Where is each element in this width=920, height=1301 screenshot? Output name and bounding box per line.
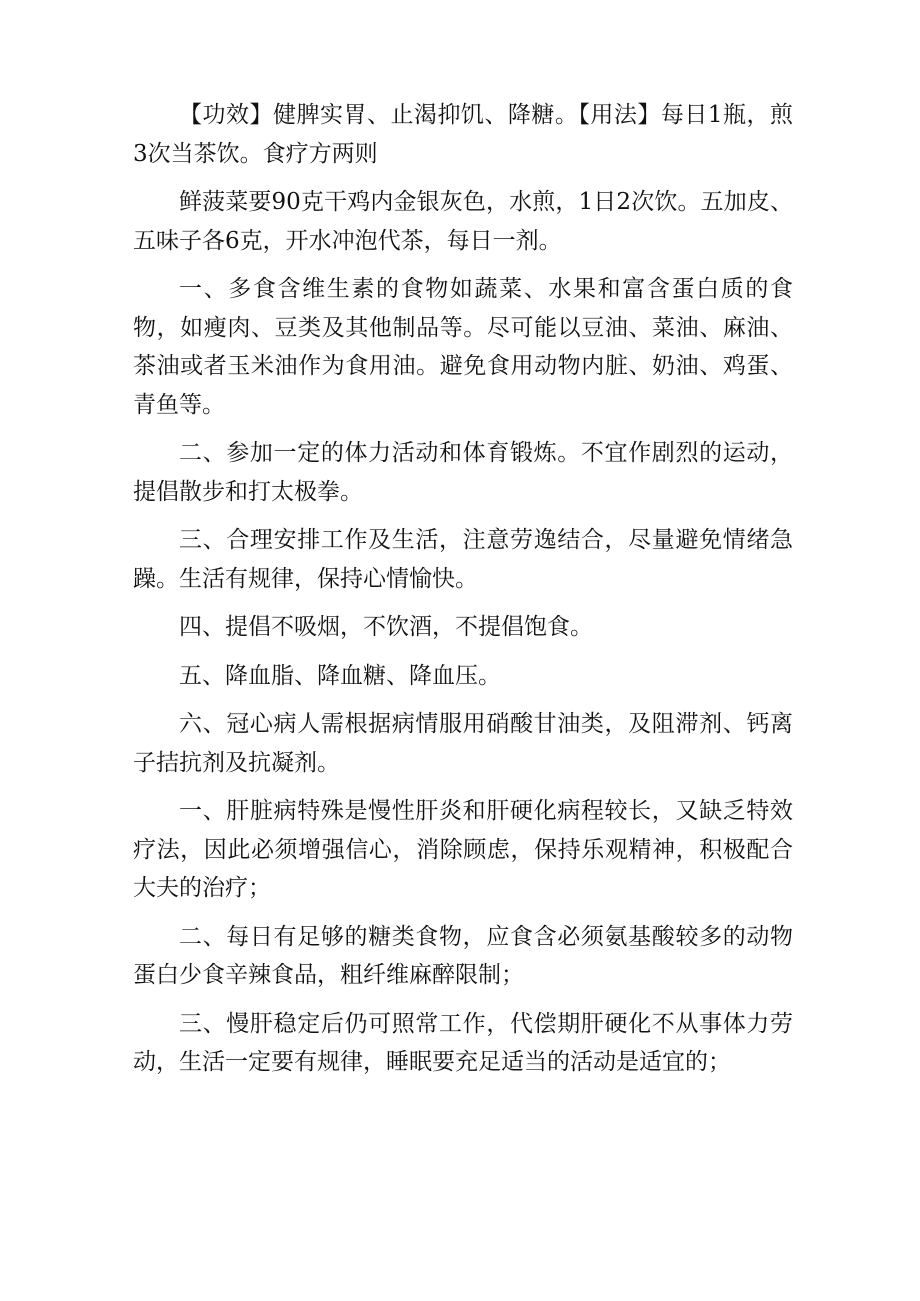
- paragraph-liver-advice-2: 二、每日有足够的糖类食物，应食含必须氨基酸较多的动物蛋白少食辛辣食品，粗纤维麻醉限制；: [133, 923, 793, 988]
- paragraph-liver-advice-1: 一、肝脏病特殊是慢性肝炎和肝硬化病程较长，又缺乏特效疗法，因此必须增强信心，消除顾虑，保持乐观精神，积极配合大夫的治疗；: [133, 798, 793, 901]
- paragraph-spinach-recipe: 鲜菠菜要90克干鸡内金银灰色，水煎，1日2次饮。五加皮、五味子各6克，开水冲泡代茶，每日一剂。: [133, 189, 793, 254]
- paragraph-diet-advice-3: 三、合理安排工作及生活，注意劳逸结合，尽量避免情绪急躁。生活有规律，保持心情愉快。: [133, 527, 793, 592]
- paragraph-diet-advice-4: 四、提倡不吸烟，不饮酒，不提倡饱食。: [179, 614, 593, 640]
- document-body: [133, 96, 793, 1092]
- paragraph-efficacy-usage: 【功效】健脾实胃、止渴抑饥、降糖。【用法】每日1瓶，煎3次当茶饮。食疗方两则: [133, 102, 793, 167]
- paragraph-diet-advice-1: 一、多食含维生素的食物如蔬菜、水果和富含蛋白质的食物，如瘦肉、豆类及其他制品等。尽可能以豆油、菜油、麻油、茶油或者玉米油作为食用油。避免食用动物内脏、奶油、鸡蛋、青鱼等。: [133, 276, 793, 418]
- paragraph-liver-advice-3: 三、慢肝稳定后仍可照常工作，代偿期肝硬化不从事体力劳动，生活一定要有规律，睡眠要充足适当的活动是适宜的；: [133, 1010, 793, 1075]
- paragraph-diet-advice-6: 六、冠心病人需根据病情服用硝酸甘油类，及阻滞剂、钙离子拮抗剂及抗凝剂。: [133, 711, 793, 776]
- paragraph-diet-advice-5: 五、降血脂、降血糖、降血压。: [179, 662, 501, 689]
- paragraph-diet-advice-2: 二、参加一定的体力活动和体育锻炼。不宜作剧烈的运动，提倡散步和打太极拳。: [133, 440, 793, 505]
